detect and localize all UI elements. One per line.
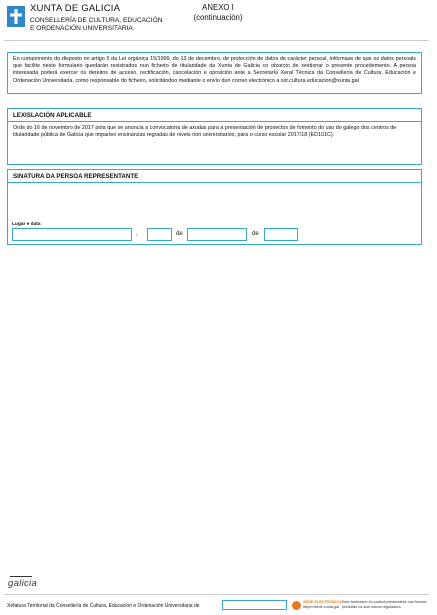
header-divider [4,40,429,41]
privacy-notice-text: En cumprimento do disposto no artigo 5 da Lei orgánica 15/1999, do 13 de decembro, de protección de datos de carácter persoal, infórmase de que os datos persoais que facilite neste formulario quedarán rexistrados nun ficheiro de titularidade da Xunta de Galicia co obxecto de xestionar o presente procedemento. A persoa interesada poderá exercer os dereitos de acceso, rectificación, cancelación e oposición ante a Secretaría Xeral Técnica da Consellería de Cultura, Educación e Ordenación Universitaria, como responsable do ficheiro, solicitándoo mediante o envío dun correo electrónico a sxt.cultura.educacion@xunta.gal [13,56,416,84]
signature-title: SINATURA DA PERSOA REPRESENTANTE [13,173,139,180]
xunta-logo-icon [7,6,25,27]
legislation-panel [7,108,422,165]
place-input[interactable] [12,228,132,241]
legislation-divider [8,121,421,122]
sede-title: SEDE ELECTRÓNICA [303,600,342,604]
signature-divider [8,182,421,183]
sede-electronica[interactable] [303,600,342,609]
comma-separator: , [136,231,138,237]
privacy-notice-panel [7,52,422,94]
de-separator-1: de [176,231,183,237]
legislation-title: LEXISLACIÓN APLICABLE [13,112,92,119]
department-line-1: CONSELLERÍA DE CULTURA, EDUCACIÓN [30,17,163,24]
sede-electronica-icon [292,601,301,610]
department-line-2: E ORDENACIÓN UNIVERSITARIA [30,25,133,32]
legislation-text: Orde do 16 de novembro de 2017 pola que se anuncia a convocatoria de axudas para a presentación de proxectos de fomento do uso do galego dos centros de titularidade pública de Galicia que imparten ensinanzas regradas de niveis non universitarios, para o curso escolar 2017/18 (ED101C). [13,125,397,138]
annex-heading [168,3,268,22]
sede-url: https://sede.xunta.gal [303,604,340,609]
org-name: XUNTA DE GALICIA [30,3,121,14]
galicia-logo-bar [10,576,32,577]
galicia-logo: galicia [8,578,38,589]
annex-title: ANEXO I [202,3,234,12]
office-input[interactable] [222,600,287,610]
month-input[interactable] [187,228,247,241]
de-separator-2: de [252,231,259,237]
year-input[interactable] [264,228,298,241]
department-name [30,17,163,33]
footer-note: Este formulario só poderá presentarse nas formas previstas na súa norma reguladora [342,600,427,609]
day-input[interactable] [147,228,172,241]
office-label: Xefatura Territorial da Consellería de Cultura, Educación e Ordenación Universitaria de [7,603,200,609]
place-date-label: Lugar e data [12,222,41,227]
footer-divider [4,594,429,595]
annex-subtitle: (continuación) [193,12,243,22]
